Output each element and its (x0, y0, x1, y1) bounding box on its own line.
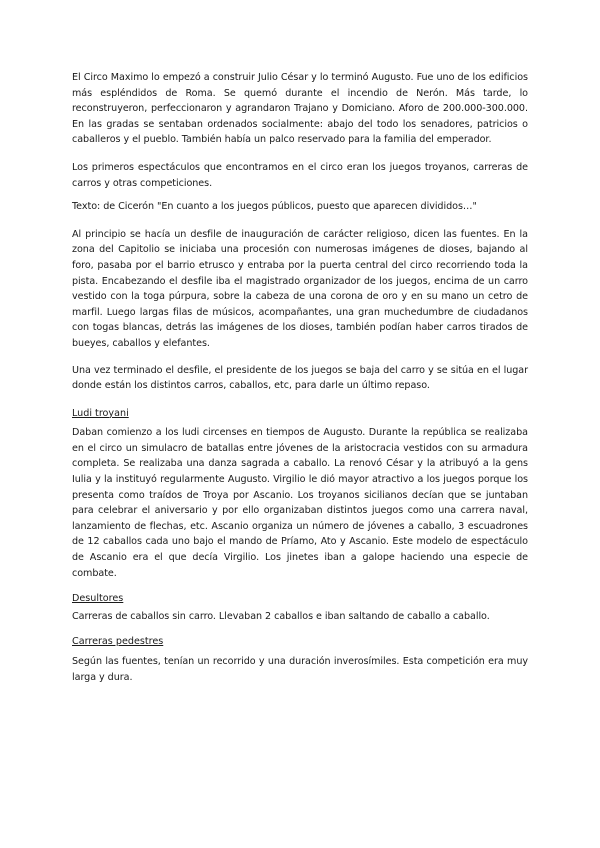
section-text-ludi-troyani: Daban comienzo a los ludi circenses en tiempos de Augusto. Durante la república se realizaba en el circo un simulacro de batallas entre jóvenes de la aristocracia vestidos con su armadura completa. Se realizaba una danza sagrada a caballo. La renovó César y la atribuyó a la gens Iulia y la instituyó regularmente Augusto. Virgilio le dió mayor atractivo a los juegos porque los presenta como traídos de Troya por Ascanio. Los troyanos sicilianos decían que se juntaban para celebrar el aniversario y por ello organizaban distintos juegos como una carrera naval, lanzamiento de flechas, etc. Ascanio organiza un número de jóvenes a caballo, 3 escuadrones de 12 caballos cada uno bajo el mando de Príamo, Ato y Ascanio. Este modelo de espectáculo de Ascanio era el que decía Virgilio. Los jinetes iban a galope haciendo una especie de combate. (72, 427, 528, 579)
section-heading-ludi-troyani: Ludi troyani (72, 407, 129, 419)
paragraph-texto-ciceron: Texto: de Cicerón "En cuanto a los juegos públicos, puesto que aparecen divididos…" (72, 201, 477, 213)
section-text-carreras-pedestres: Según las fuentes, tenían un recorrido y una duración inverosímiles. Esta competición era muy larga y dura. (72, 656, 528, 683)
section-heading-desultores: Desultores (72, 593, 124, 605)
section-text-desultores: Carreras de caballos sin carro. Llevaban 2 caballos e iban saltando de caballo a caballo. (72, 610, 490, 622)
paragraph-desfile: Al principio se hacía un desfile de inauguración de carácter religioso, dicen las fuentes. En la zona del Capitolio se iniciaba una procesión con numerosas imágenes de dioses, bajando al foro, pasaba por el barrio etrusco y entraba por la puerta central del circo recorriendo toda la pista. Encabezando el desfile iba el magistrado organizador de los juegos, encima de un carro vestido con la toga púrpura, sobre la cabeza de una corona de oro y en su mano un cetro de marfil. Luego largas filas de músicos, acompañantes, una gran muchedumbre de ciudadanos con togas blancas, detrás las imágenes de los dioses, también podían haber carros tirados de bueyes, caballos y elefantes. (72, 228, 528, 349)
paragraph-presidente: Una vez terminado el desfile, el presidente de los juegos se baja del carro y se sitúa en el lugar donde están los distintos carros, caballos, etc, para darle un último repaso. (72, 364, 528, 392)
section-heading-carreras-pedestres: Carreras pedestres (72, 636, 164, 648)
paragraph-circo-maximo: El Circo Maximo lo empezó a construir Julio César y lo terminó Augusto. Fue uno de los edificios más espléndidos de Roma. Se quemó durante el incendio de Nerón. Más tarde, lo reconstruyeron, perfeccionaron y agrandaron Trajano y Domiciano. Aforo de 200.000-300.000. En las gradas se sentaban ordenados socialmente: abajo del todo los senadores, patricios o caballeros y el pueblo. También había un palco reservado para la familia del emperador. (72, 72, 528, 146)
paragraph-primeros-espectaculos: Los primeros espectáculos que encontramos en el circo eran los juegos troyanos, carreras de carros y otras competiciones. (72, 161, 528, 189)
